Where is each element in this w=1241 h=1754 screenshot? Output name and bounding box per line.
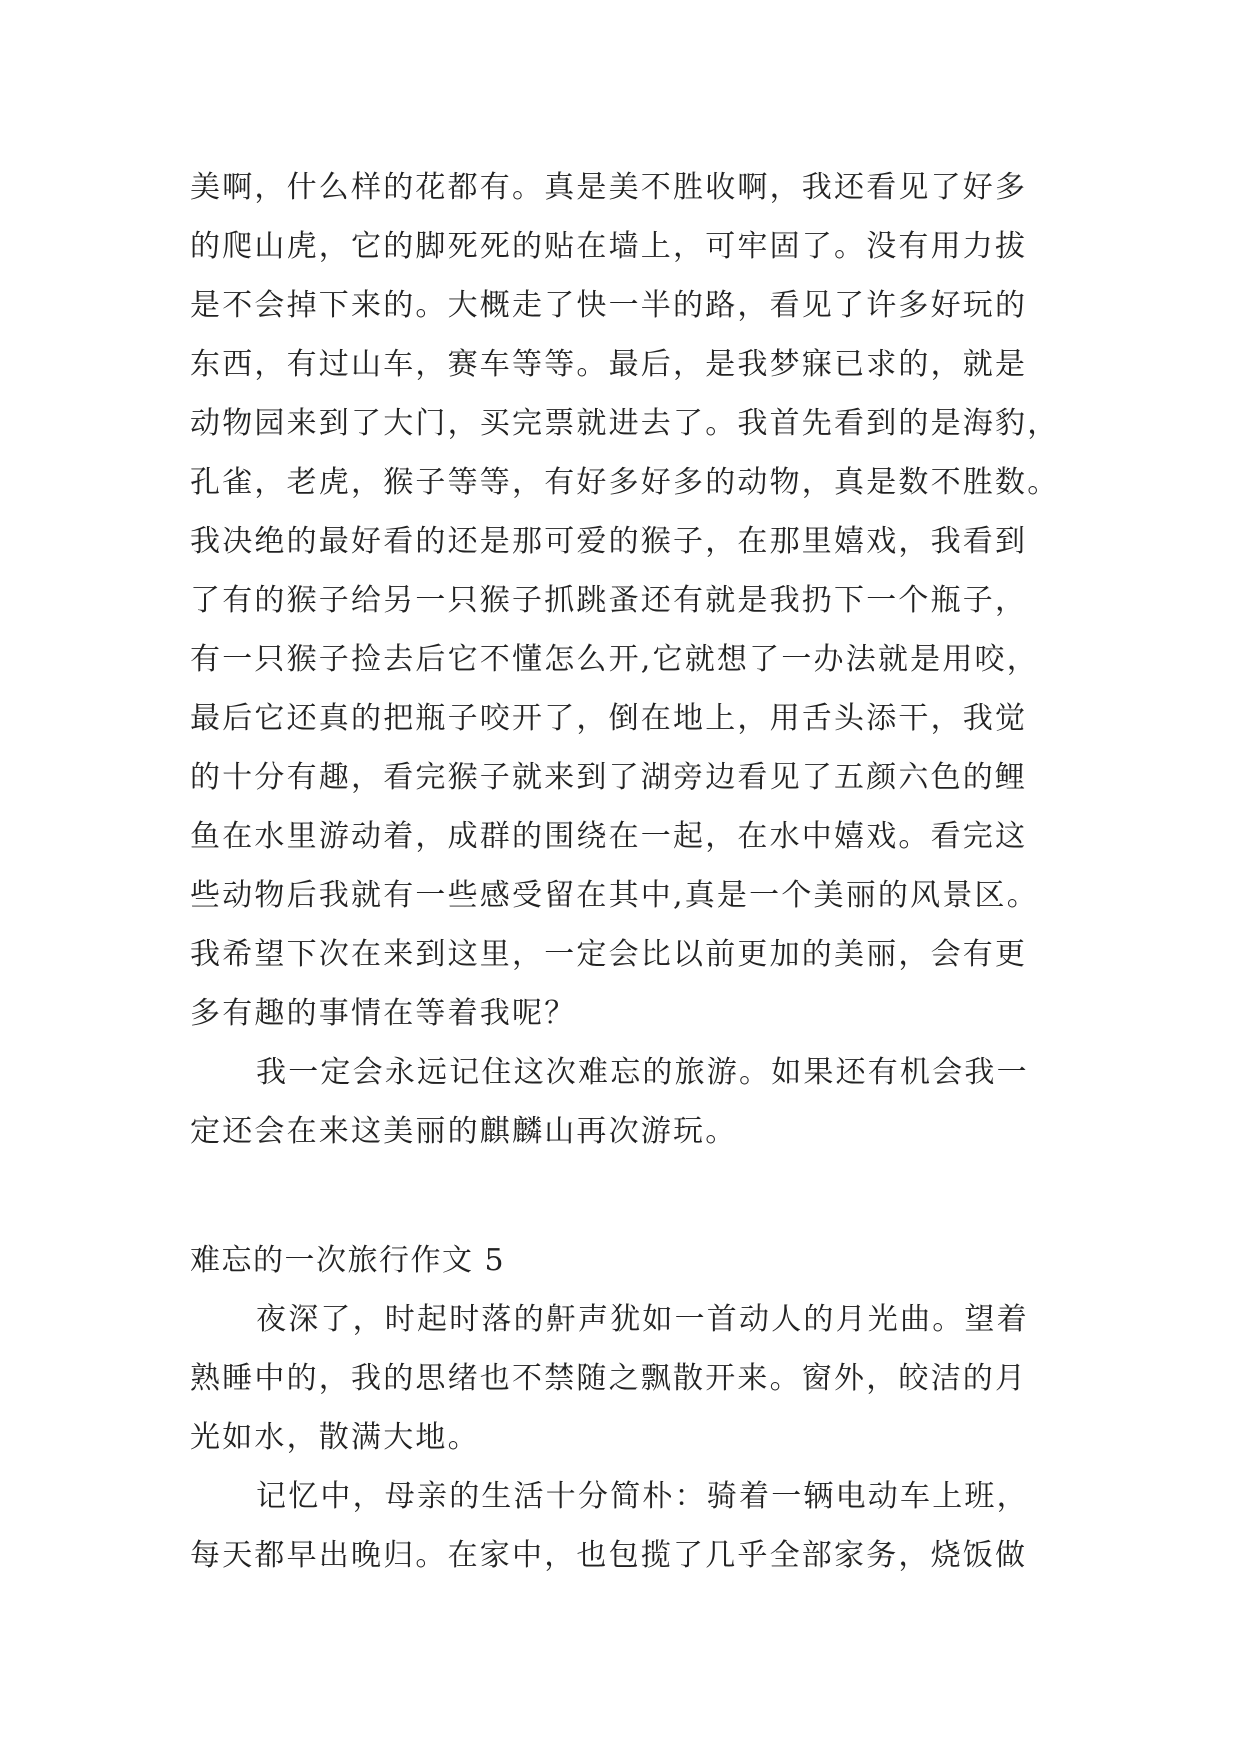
text-line: 我决绝的最好看的还是那可爱的猴子，在那里嬉戏，我看到 bbox=[190, 524, 1028, 559]
text-line: 多有趣的事情在等着我呢？ bbox=[190, 996, 577, 1031]
text-line: 我一定会永远记住这次难忘的旅游。如果还有机会我一 bbox=[256, 1055, 1029, 1090]
text-line: 我希望下次在来到这里，一定会比以前更加的美丽，会有更 bbox=[190, 937, 1028, 972]
text-line: 每天都早出晚归。在家中，也包揽了几乎全部家务，烧饭做 bbox=[190, 1538, 1028, 1573]
text-line: 了有的猴子给另一只猴子抓跳蚤还有就是我扔下一个瓶子， bbox=[190, 583, 1028, 618]
document-body bbox=[190, 158, 1060, 1585]
text-line: 动物园来到了大门，买完票就进去了。我首先看到的是海豹， bbox=[190, 406, 1060, 441]
text-line: 些动物后我就有一些感受留在其中,真是一个美丽的风景区。 bbox=[190, 878, 1039, 913]
paragraph-2 bbox=[190, 1043, 1052, 1161]
paragraph-1 bbox=[190, 158, 1060, 1043]
section-heading: 难忘的一次旅行作文 5 bbox=[190, 1243, 506, 1278]
section-spacer bbox=[190, 1161, 1052, 1231]
text-line: 东西，有过山车，赛车等等。最后，是我梦寐已求的，就是 bbox=[190, 347, 1028, 382]
text-line: 定还会在来这美丽的麒麟山再次游玩。 bbox=[190, 1114, 738, 1149]
text-line: 最后它还真的把瓶子咬开了，倒在地上，用舌头添干，我觉 bbox=[190, 701, 1028, 736]
text-line: 孔雀，老虎，猴子等等，有好多好多的动物，真是数不胜数。 bbox=[190, 465, 1060, 500]
text-line: 的十分有趣，看完猴子就来到了湖旁边看见了五颜六色的鲤 bbox=[190, 760, 1028, 795]
paragraph-3 bbox=[190, 1290, 1052, 1467]
text-line: 鱼在水里游动着，成群的围绕在一起，在水中嬉戏。看完这 bbox=[190, 819, 1028, 854]
paragraph-4 bbox=[190, 1467, 1052, 1585]
text-line: 是不会掉下来的。大概走了快一半的路，看见了许多好玩的 bbox=[190, 288, 1028, 323]
text-line: 有一只猴子捡去后它不懂怎么开,它就想了一办法就是用咬， bbox=[190, 642, 1039, 677]
text-line: 美啊，什么样的花都有。真是美不胜收啊，我还看见了好多 bbox=[190, 170, 1028, 205]
text-line: 光如水，散满大地。 bbox=[190, 1420, 480, 1455]
text-line: 熟睡中的，我的思绪也不禁随之飘散开来。窗外，皎洁的月 bbox=[190, 1361, 1028, 1396]
text-line: 记忆中，母亲的生活十分简朴：骑着一辆电动车上班， bbox=[256, 1479, 1029, 1514]
text-line: 的爬山虎，它的脚死死的贴在墙上，可牢固了。没有用力拔 bbox=[190, 229, 1028, 264]
text-line: 夜深了，时起时落的鼾声犹如一首动人的月光曲。望着 bbox=[256, 1302, 1029, 1337]
